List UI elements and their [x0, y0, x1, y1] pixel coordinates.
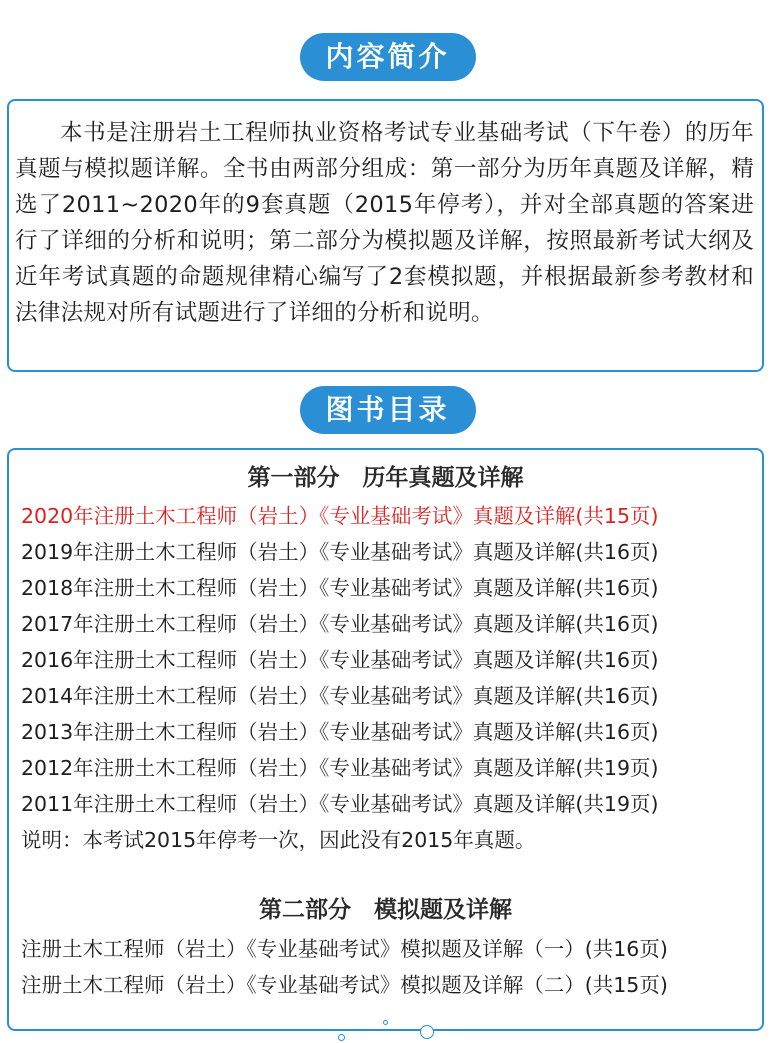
toc-box: [7, 448, 764, 1031]
intro-heading: 内容简介: [299, 33, 475, 81]
toc-heading: 图书目录: [299, 386, 475, 434]
decorative-dot: [383, 1020, 388, 1025]
part2-list: [21, 931, 762, 1003]
toc-item[interactable]: 2014年注册土木工程师（岩土）《专业基础考试》真题及详解(共16页): [21, 684, 659, 708]
toc-item[interactable]: 2020年注册土木工程师（岩土）《专业基础考试》真题及详解(共15页): [21, 504, 659, 528]
toc-item[interactable]: 2017年注册土木工程师（岩土）《专业基础考试》真题及详解(共16页): [21, 612, 659, 636]
part1-title: 第一部分 历年真题及详解: [247, 465, 524, 491]
toc-item[interactable]: 2013年注册土木工程师（岩土）《专业基础考试》真题及详解(共16页): [21, 720, 659, 744]
toc-item[interactable]: 注册土木工程师（岩土）《专业基础考试》模拟题及详解（一）(共16页): [21, 937, 668, 961]
toc-item[interactable]: 2018年注册土木工程师（岩土）《专业基础考试》真题及详解(共16页): [21, 576, 659, 600]
toc-item[interactable]: 2016年注册土木工程师（岩土）《专业基础考试》真题及详解(共16页): [21, 648, 659, 672]
decorative-circle: [420, 1025, 434, 1039]
part1-list: [21, 498, 762, 822]
toc-item[interactable]: 2012年注册土木工程师（岩土）《专业基础考试》真题及详解(共19页): [21, 756, 659, 780]
part2-title: 第二部分 模拟题及详解: [259, 897, 512, 923]
toc-item[interactable]: 注册土木工程师（岩土）《专业基础考试》模拟题及详解（二）(共15页): [21, 973, 668, 997]
toc-item[interactable]: 2011年注册土木工程师（岩土）《专业基础考试》真题及详解(共19页): [21, 792, 659, 816]
intro-box: [7, 99, 764, 372]
decorative-dot: [338, 1034, 345, 1041]
intro-text: 本书是注册岩土工程师执业资格考试专业基础考试（下午卷）的历年真题与模拟题详解。全书由两部分组成：第一部分为历年真题及详解，精选了2011~2020年的9套真题（2015年停考），并对全部真题的答案进行了详细的分析和说明；第二部分为模拟题及详解，按照最新考试大纲及近年考试真题的命题规律精心编写了2套模拟题，并根据最新参考教材和法律法规对所有试题进行了详细的分析和说明。: [15, 120, 754, 326]
toc-item[interactable]: 2019年注册土木工程师（岩土）《专业基础考试》真题及详解(共16页): [21, 540, 659, 564]
part1-note: 说明：本考试2015年停考一次，因此没有2015年真题。: [21, 828, 536, 852]
